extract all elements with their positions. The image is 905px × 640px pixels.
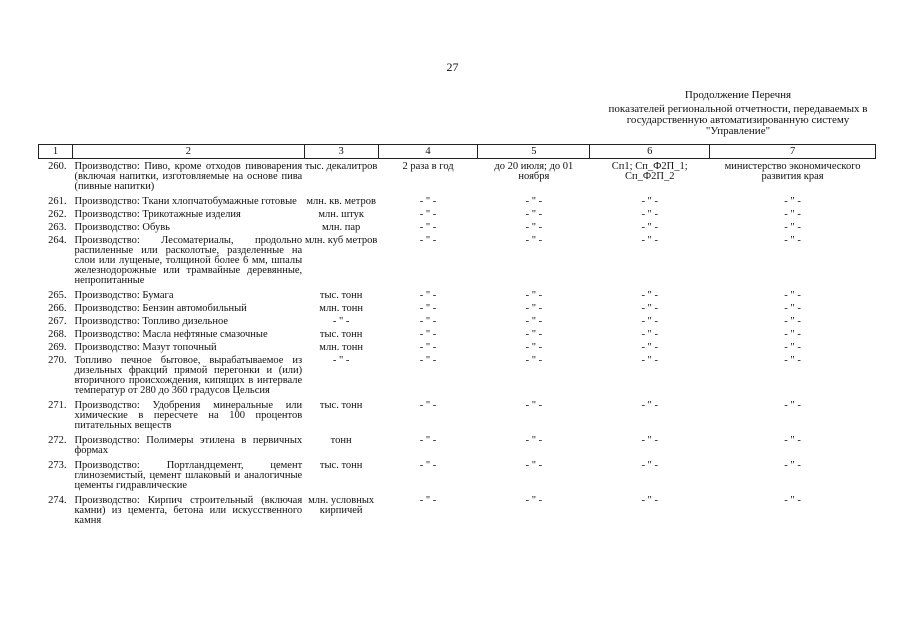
table-row (39, 286, 876, 301)
row-frequency: - " - (419, 355, 437, 366)
row-deadline: - " - (525, 355, 543, 366)
row-frequency: - " - (419, 222, 437, 233)
page-number: 27 (446, 60, 459, 74)
row-number: 271. (48, 400, 67, 411)
row-deadline: - " - (525, 222, 543, 233)
table-row (39, 353, 876, 396)
row-number: 273. (48, 460, 67, 471)
column-header: 5 (478, 145, 590, 159)
row-responsible: - " - (784, 209, 801, 220)
column-header: 4 (378, 145, 478, 159)
row-deadline: - " - (525, 316, 543, 327)
table-row (39, 327, 876, 340)
column-header: 7 (710, 145, 876, 159)
row-unit: тыс. тонн (319, 290, 363, 301)
row-name: Производство: Портландцемент, цемент глиноземистый, цемент шлаковый и аналогичные цементы гидравлические (74, 460, 303, 491)
row-unit: - " - (332, 355, 350, 366)
row-frequency: - " - (419, 235, 437, 246)
row-responsible: - " - (784, 460, 801, 471)
row-frequency: - " - (419, 342, 437, 353)
column-number-row (39, 145, 876, 159)
table-row (39, 207, 876, 220)
row-deadline: - " - (525, 329, 543, 340)
row-form: Сп1; Сп_Ф2П_1; Сп_Ф2П_2 (611, 161, 688, 182)
table-row (39, 159, 876, 193)
row-unit: млн. штук (318, 209, 364, 220)
row-deadline: - " - (525, 400, 543, 411)
row-name: Производство: Полимеры этилена в первичных формах (74, 435, 303, 456)
row-number: 274. (48, 495, 67, 506)
continuation-title: Продолжение Перечня (684, 89, 792, 101)
row-frequency: - " - (419, 435, 437, 446)
column-header: 6 (590, 145, 710, 159)
row-name: Производство: Обувь (74, 222, 170, 233)
table-row (39, 192, 876, 207)
row-frequency: - " - (419, 460, 437, 471)
table-row (39, 301, 876, 314)
row-deadline: - " - (525, 290, 543, 301)
row-responsible: - " - (784, 196, 801, 207)
row-number: 265. (48, 290, 67, 301)
row-frequency: - " - (419, 209, 437, 220)
table-body (39, 159, 876, 527)
row-form: - " - (641, 460, 658, 471)
row-name: Производство: Бумага (74, 290, 174, 301)
row-unit: тыс. тонн (319, 400, 363, 411)
column-header: 3 (304, 145, 378, 159)
row-name: Производство: Масла нефтяные смазочные (74, 329, 268, 340)
row-frequency: - " - (419, 290, 437, 301)
row-name: Производство: Трикотажные изделия (74, 209, 241, 220)
row-name: Производство: Кирпич строительный (включая камни) из цемента, бетона или искусственного камня (74, 495, 303, 526)
row-number: 267. (48, 316, 67, 327)
column-header: 1 (39, 145, 73, 159)
row-frequency: - " - (419, 316, 437, 327)
row-name: Производство: Лесоматериалы, продольно распиленные или расколотые, разделенные на слои или лущеные, толщиной более 6 мм, шпалы железнодорожные или трамвайные деревянные, непропитанные (74, 235, 303, 286)
table-row (39, 491, 876, 526)
row-deadline: - " - (525, 303, 543, 314)
row-frequency: - " - (419, 495, 437, 506)
row-deadline: - " - (525, 209, 543, 220)
table-row (39, 456, 876, 491)
row-form: - " - (641, 435, 658, 446)
continuation-subtitle: показателей региональной отчетности, передаваемых в государственную автоматизированную систему "Управление" (608, 103, 868, 137)
row-name: Производство: Мазут топочный (74, 342, 217, 353)
row-unit: млн. условных кирпичей (308, 495, 375, 516)
row-unit: - " - (332, 316, 350, 327)
row-responsible: - " - (784, 495, 801, 506)
row-frequency: - " - (419, 303, 437, 314)
row-deadline: - " - (525, 495, 543, 506)
row-number: 262. (48, 209, 67, 220)
row-unit: тонн (330, 435, 352, 446)
row-number: 272. (48, 435, 67, 446)
row-form: - " - (641, 342, 658, 353)
row-form: - " - (641, 400, 658, 411)
row-deadline: - " - (525, 435, 543, 446)
row-responsible: - " - (784, 355, 801, 366)
row-form: - " - (641, 196, 658, 207)
row-deadline: - " - (525, 460, 543, 471)
row-unit: млн. тонн (319, 342, 363, 353)
row-deadline: - " - (525, 196, 543, 207)
table-row (39, 233, 876, 286)
row-name: Производство: Бензин автомобильный (74, 303, 247, 314)
table-row (39, 431, 876, 456)
row-form: - " - (641, 355, 658, 366)
row-unit: млн. тонн (319, 303, 363, 314)
row-number: 261. (48, 196, 67, 207)
row-unit: млн. кв. метров (306, 196, 376, 207)
table-row (39, 396, 876, 431)
row-unit: тыс. тонн (319, 460, 363, 471)
row-deadline: - " - (525, 235, 543, 246)
row-number: 266. (48, 303, 67, 314)
row-responsible: - " - (784, 329, 801, 340)
row-name: Производство: Удобрения минеральные или химические в пересчете на 100 процентов питательных веществ (74, 400, 303, 431)
row-form: - " - (641, 209, 658, 220)
table-row (39, 220, 876, 233)
row-name: Производство: Ткани хлопчатобумажные готовые (74, 196, 297, 207)
row-responsible: - " - (784, 222, 801, 233)
row-responsible: - " - (784, 342, 801, 353)
row-number: 268. (48, 329, 67, 340)
row-unit: тыс. декалитров (305, 161, 378, 172)
row-form: - " - (641, 222, 658, 233)
column-header: 2 (72, 145, 304, 159)
row-form: - " - (641, 235, 658, 246)
row-unit: тыс. тонн (319, 329, 363, 340)
row-number: 269. (48, 342, 67, 353)
row-number: 264. (48, 235, 67, 246)
row-responsible: министерство экономического развития края (724, 161, 861, 182)
row-name: Топливо печное бытовое, вырабатываемое из дизельных фракций прямой перегонки и (или) вторичного происхождения, кипящих в интервале температур от 280 до 360 градусов Цельсия (74, 355, 303, 396)
table-row (39, 314, 876, 327)
row-frequency: - " - (419, 196, 437, 207)
row-form: - " - (641, 329, 658, 340)
continuation-heading (600, 90, 876, 137)
row-number: 270. (48, 355, 67, 366)
row-frequency: - " - (419, 329, 437, 340)
row-frequency: 2 раза в год (402, 161, 454, 172)
row-deadline: до 20 июля; до 01 ноября (494, 161, 574, 182)
row-number: 260. (48, 161, 67, 172)
row-form: - " - (641, 303, 658, 314)
row-responsible: - " - (784, 303, 801, 314)
row-responsible: - " - (784, 435, 801, 446)
row-name: Производство: Пиво, кроме отходов пивоварения (включая напитки, изготовляемые на основе пива (пивные напитки) (74, 161, 303, 192)
row-responsible: - " - (784, 316, 801, 327)
row-frequency: - " - (419, 400, 437, 411)
row-unit: млн. пар (322, 222, 361, 233)
row-form: - " - (641, 290, 658, 301)
indicators-table (38, 144, 876, 526)
row-number: 263. (48, 222, 67, 233)
row-deadline: - " - (525, 342, 543, 353)
row-responsible: - " - (784, 400, 801, 411)
row-form: - " - (641, 495, 658, 506)
row-responsible: - " - (784, 290, 801, 301)
row-responsible: - " - (784, 235, 801, 246)
row-unit: млн. куб метров (305, 235, 378, 246)
row-form: - " - (641, 316, 658, 327)
row-name: Производство: Топливо дизельное (74, 316, 228, 327)
table-row (39, 340, 876, 353)
